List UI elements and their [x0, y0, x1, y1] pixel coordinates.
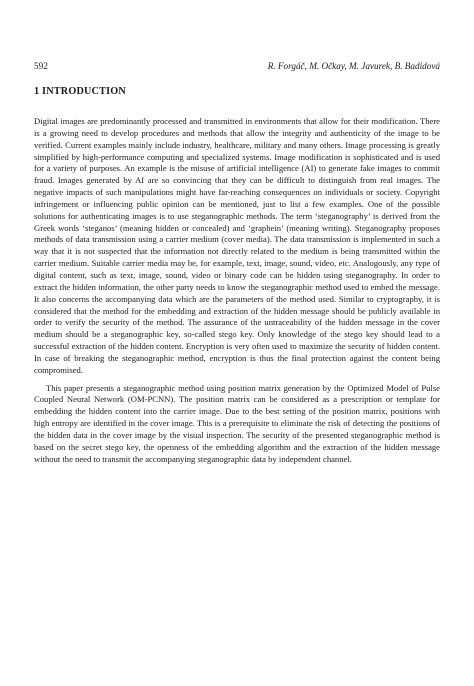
running-head-authors: R. Forgáč, M. Očkay, M. Javurek, B. Badidová — [267, 61, 440, 71]
section-heading: 1 INTRODUCTION — [34, 86, 126, 97]
page-number: 592 — [34, 61, 48, 71]
body-paragraph: This paper presents a steganographic method using position matrix generation by the Optimized Model of Pulse Coupled Neural Network (OM-PCNN). The position matrix can be considered as a prescription or template for embedding the hidden content into the carrier image. Due to the best setting of the position matrix, positions with high entropy are identified in the cover image. This is a prerequisite to eliminate the risk of detecting the positions of the hidden data in the cover image by the visual inspection. The security of the presented steganographic method is based on the secret stego key, the openness of the embedding algorithm and the extraction of the hidden message without the need to transmit the accompanying steganographic data by independent channel. — [34, 382, 440, 464]
running-head — [34, 60, 440, 72]
body-paragraph: Digital images are predominantly processed and transmitted in environments that allow for their modification. There is a growing need to develop procedures and methods that allow the integrity and authenticity of the image to be verified. Current examples mainly include industry, healthcare, military and many others. Image processing is greatly simplified by high-performance computing and specialized systems. Image modification is sophisticated and is used for a variety of purposes. An example is the misuse of artificial intelligence (AI) to generate fake images to commit fraud. Images generated by AI are so convincing that they can be difficult to distinguish from real images. The negative impacts of such manipulations might have far-reaching consequences on individuals or society. Copyright infringement or influencing public opinion can be mentioned, just to list a few examples. One of the possible solutions for authenticating images is to use steganographic methods. The term ‘steganography’ is derived from the Greek words ‘steganos’ (meaning hidden or concealed) and ‘graphein’ (meaning writing). Steganography proposes methods of data transmission using a carrier medium (cover media). The data transmission is implemented in such a way that it is not suspected that the information not directly related to the medium is being transmitted within the carrier medium. Suitable carrier media may be, for example, text, image, sound, video, etc. Analogously, any type of digital content, such as text, image, sound, video or binary code can be hidden using steganography. In order to extract the hidden information, the other party needs to know the steganographic method used to embed the message. It also concerns the accompanying data which are the parameters of the method used. Similar to cryptography, it is considered that the method for the embedding and extraction of the hidden message should be publicly available in order to verify the security of the method. The assurance of the untraceability of the hidden message in the cover medium should be a steganographic key, so-called stego key. Only knowledge of the stego key should lead to a successful extraction of the hidden content. Encryption is very often used to maximize the security of hidden content. In case of breaking the steganographic method, encryption is thus the final protection against the content being compromised. — [34, 116, 440, 375]
document-page — [34, 60, 440, 465]
